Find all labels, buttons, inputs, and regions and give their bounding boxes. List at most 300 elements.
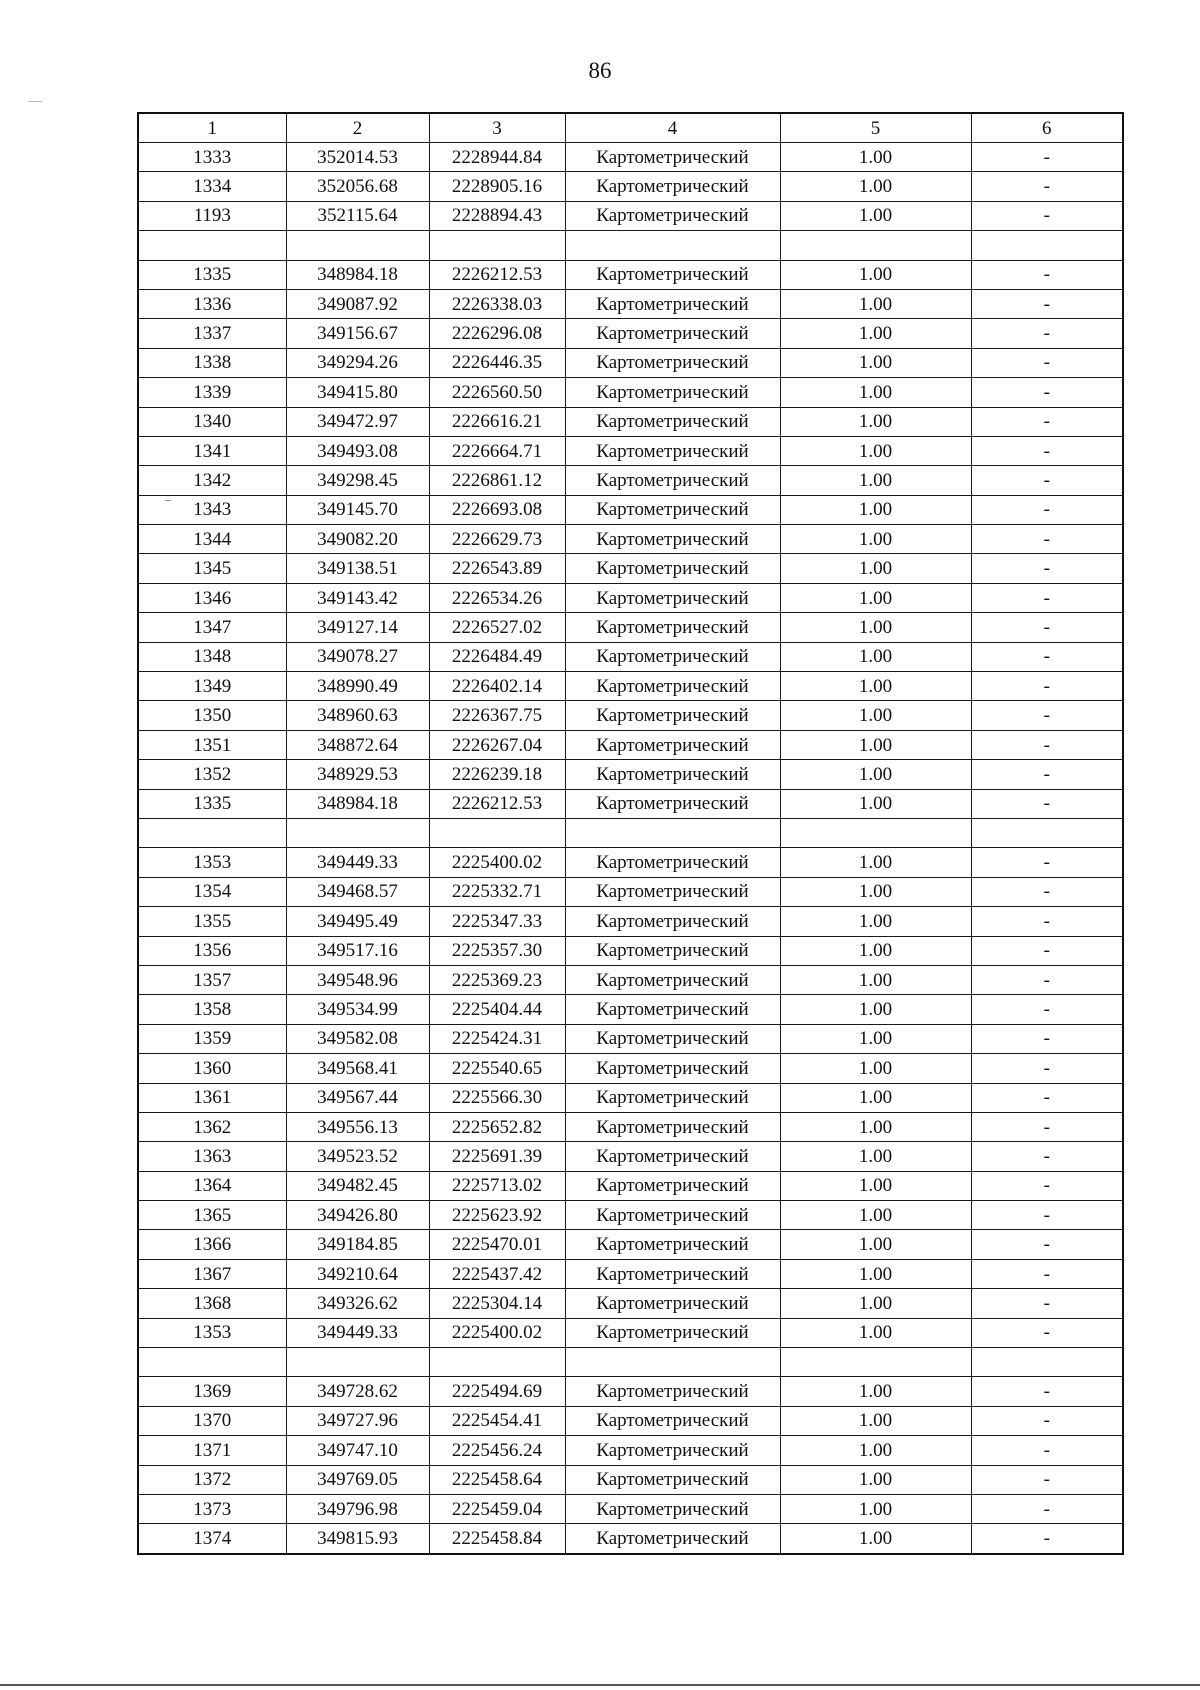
cell-y: 2226484.49	[429, 642, 565, 671]
cell-accuracy: 1.00	[780, 730, 971, 759]
cell-method: Картометрический	[565, 1054, 780, 1083]
table-row	[138, 1494, 1123, 1523]
cell-y: 2225454.41	[429, 1406, 565, 1435]
cell-y: 2226543.89	[429, 554, 565, 583]
cell-method: Картометрический	[565, 1436, 780, 1465]
cell-method: Картометрический	[565, 1494, 780, 1523]
cell-x: 349294.26	[286, 348, 429, 377]
table-row	[138, 1465, 1123, 1494]
table-row	[138, 172, 1123, 201]
table-row	[138, 936, 1123, 965]
cell-point-number	[138, 231, 286, 260]
cell-method: Картометрический	[565, 319, 780, 348]
cell-method: Картометрический	[565, 583, 780, 612]
table-row	[138, 1436, 1123, 1465]
cell-method: Картометрический	[565, 936, 780, 965]
cell-description: -	[971, 760, 1123, 789]
cell-description: -	[971, 1171, 1123, 1200]
cell-accuracy: 1.00	[780, 672, 971, 701]
cell-y	[429, 1348, 565, 1377]
cell-method: Картометрический	[565, 1524, 780, 1554]
cell-point-number: 1359	[138, 1024, 286, 1053]
cell-y: 2225404.44	[429, 995, 565, 1024]
cell-y: 2226212.53	[429, 789, 565, 818]
cell-x: 349727.96	[286, 1406, 429, 1435]
cell-description: -	[971, 613, 1123, 642]
cell-description	[971, 818, 1123, 847]
cell-description: -	[971, 672, 1123, 701]
cell-method: Картометрический	[565, 1024, 780, 1053]
cell-point-number	[138, 1348, 286, 1377]
cell-x	[286, 231, 429, 260]
cell-point-number: 1340	[138, 407, 286, 436]
cell-point-number: 1373	[138, 1494, 286, 1523]
cell-description: -	[971, 554, 1123, 583]
cell-x: 349156.67	[286, 319, 429, 348]
cell-x: 348984.18	[286, 260, 429, 289]
cell-description: -	[971, 701, 1123, 730]
cell-method: Картометрический	[565, 495, 780, 524]
scan-edge-mark	[28, 101, 42, 102]
cell-accuracy: 1.00	[780, 877, 971, 906]
table-row	[138, 378, 1123, 407]
cell-description: -	[971, 1318, 1123, 1347]
cell-x: 352014.53	[286, 143, 429, 172]
cell-y: 2225540.65	[429, 1054, 565, 1083]
table-row	[138, 1054, 1123, 1083]
cell-accuracy	[780, 818, 971, 847]
table-row	[138, 1171, 1123, 1200]
cell-method: Картометрический	[565, 1112, 780, 1141]
header-cell-method: 4	[565, 113, 780, 143]
cell-point-number: 1363	[138, 1142, 286, 1171]
cell-y: 2226664.71	[429, 436, 565, 465]
table-row	[138, 260, 1123, 289]
cell-method: Картометрический	[565, 1289, 780, 1318]
cell-method: Картометрический	[565, 1259, 780, 1288]
cell-description: -	[971, 642, 1123, 671]
cell-x: 349298.45	[286, 466, 429, 495]
cell-x: 349517.16	[286, 936, 429, 965]
cell-accuracy: 1.00	[780, 613, 971, 642]
cell-description	[971, 231, 1123, 260]
cell-description: -	[971, 172, 1123, 201]
cell-method: Картометрический	[565, 554, 780, 583]
cell-accuracy: 1.00	[780, 172, 971, 201]
cell-accuracy: 1.00	[780, 642, 971, 671]
cell-method: Картометрический	[565, 848, 780, 877]
cell-y: 2225459.04	[429, 1494, 565, 1523]
cell-point-number: 1343	[138, 495, 286, 524]
cell-y: 2226267.04	[429, 730, 565, 759]
cell-accuracy: 1.00	[780, 1112, 971, 1141]
cell-point-number: 1361	[138, 1083, 286, 1112]
cell-method: Картометрический	[565, 348, 780, 377]
cell-point-number: 1366	[138, 1230, 286, 1259]
cell-x: 349426.80	[286, 1201, 429, 1230]
cell-point-number: 1357	[138, 965, 286, 994]
cell-description: -	[971, 1377, 1123, 1406]
cell-x: 349184.85	[286, 1230, 429, 1259]
cell-accuracy: 1.00	[780, 1494, 971, 1523]
cell-method: Картометрический	[565, 1083, 780, 1112]
cell-method: Картометрический	[565, 1406, 780, 1435]
table-row	[138, 1230, 1123, 1259]
cell-y: 2226367.75	[429, 701, 565, 730]
table-row	[138, 760, 1123, 789]
cell-point-number: 1351	[138, 730, 286, 759]
header-row	[138, 113, 1123, 143]
cell-description: -	[971, 730, 1123, 759]
scan-bottom-edge	[0, 1684, 1200, 1686]
table-row	[138, 818, 1123, 847]
cell-y: 2225332.71	[429, 877, 565, 906]
table-row	[138, 407, 1123, 436]
cell-description: -	[971, 965, 1123, 994]
cell-accuracy: 1.00	[780, 201, 971, 230]
cell-description: -	[971, 495, 1123, 524]
cell-method: Картометрический	[565, 877, 780, 906]
cell-point-number: 1335	[138, 789, 286, 818]
cell-accuracy: 1.00	[780, 995, 971, 1024]
cell-method: Картометрический	[565, 378, 780, 407]
cell-point-number: 1342	[138, 466, 286, 495]
cell-description: -	[971, 1142, 1123, 1171]
cell-y: 2226693.08	[429, 495, 565, 524]
cell-x: 349495.49	[286, 907, 429, 936]
cell-accuracy: 1.00	[780, 348, 971, 377]
table-row	[138, 1289, 1123, 1318]
table-row	[138, 231, 1123, 260]
cell-description: -	[971, 436, 1123, 465]
cell-y: 2225652.82	[429, 1112, 565, 1141]
cell-accuracy: 1.00	[780, 436, 971, 465]
cell-method: Картометрический	[565, 730, 780, 759]
cell-accuracy: 1.00	[780, 789, 971, 818]
table-row	[138, 1318, 1123, 1347]
cell-description: -	[971, 583, 1123, 612]
table-row	[138, 1024, 1123, 1053]
cell-x: 349145.70	[286, 495, 429, 524]
cell-x: 349815.93	[286, 1524, 429, 1554]
cell-description: -	[971, 1465, 1123, 1494]
cell-accuracy	[780, 1348, 971, 1377]
header-cell-description: 6	[971, 113, 1123, 143]
cell-accuracy: 1.00	[780, 1054, 971, 1083]
cell-method: Картометрический	[565, 1465, 780, 1494]
table-row	[138, 1201, 1123, 1230]
table-row	[138, 642, 1123, 671]
cell-method: Картометрический	[565, 201, 780, 230]
cell-method: Картометрический	[565, 1230, 780, 1259]
cell-description: -	[971, 1259, 1123, 1288]
table-row	[138, 495, 1123, 524]
cell-accuracy: 1.00	[780, 1436, 971, 1465]
cell-accuracy: 1.00	[780, 495, 971, 524]
cell-accuracy: 1.00	[780, 289, 971, 318]
cell-accuracy: 1.00	[780, 965, 971, 994]
cell-point-number: 1372	[138, 1465, 286, 1494]
cell-point-number: 1352	[138, 760, 286, 789]
cell-x: 348929.53	[286, 760, 429, 789]
cell-description: -	[971, 1289, 1123, 1318]
table-row	[138, 1524, 1123, 1554]
cell-accuracy: 1.00	[780, 848, 971, 877]
table-body	[138, 143, 1123, 1554]
cell-point-number: 1347	[138, 613, 286, 642]
cell-method: Картометрический	[565, 1377, 780, 1406]
cell-y: 2226402.14	[429, 672, 565, 701]
cell-x: 349082.20	[286, 525, 429, 554]
cell-method	[565, 231, 780, 260]
cell-point-number: 1365	[138, 1201, 286, 1230]
cell-point-number: 1369	[138, 1377, 286, 1406]
table-row	[138, 554, 1123, 583]
cell-point-number: 1346	[138, 583, 286, 612]
cell-accuracy: 1.00	[780, 260, 971, 289]
cell-y: 2226296.08	[429, 319, 565, 348]
cell-point-number: 1338	[138, 348, 286, 377]
table-row	[138, 789, 1123, 818]
cell-x: 348990.49	[286, 672, 429, 701]
cell-point-number: 1353	[138, 848, 286, 877]
cell-x: 349728.62	[286, 1377, 429, 1406]
cell-description: -	[971, 1230, 1123, 1259]
cell-accuracy: 1.00	[780, 466, 971, 495]
cell-accuracy: 1.00	[780, 1259, 971, 1288]
table-row	[138, 1142, 1123, 1171]
cell-method: Картометрический	[565, 613, 780, 642]
cell-method: Картометрический	[565, 907, 780, 936]
coordinates-table	[137, 112, 1124, 1555]
cell-point-number: 1368	[138, 1289, 286, 1318]
cell-x: 349087.92	[286, 289, 429, 318]
cell-point-number: 1355	[138, 907, 286, 936]
cell-method: Картометрический	[565, 466, 780, 495]
cell-description: -	[971, 848, 1123, 877]
table-row	[138, 672, 1123, 701]
table-row	[138, 466, 1123, 495]
cell-accuracy: 1.00	[780, 378, 971, 407]
cell-method: Картометрический	[565, 965, 780, 994]
cell-description: -	[971, 1406, 1123, 1435]
cell-x: 349556.13	[286, 1112, 429, 1141]
cell-description: -	[971, 289, 1123, 318]
cell-point-number: 1193	[138, 201, 286, 230]
cell-y: 2225623.92	[429, 1201, 565, 1230]
cell-accuracy: 1.00	[780, 143, 971, 172]
cell-accuracy: 1.00	[780, 1230, 971, 1259]
cell-accuracy: 1.00	[780, 554, 971, 583]
cell-accuracy: 1.00	[780, 525, 971, 554]
cell-y	[429, 818, 565, 847]
cell-x: 349493.08	[286, 436, 429, 465]
cell-point-number: 1374	[138, 1524, 286, 1554]
cell-point-number: 1348	[138, 642, 286, 671]
cell-y: 2225357.30	[429, 936, 565, 965]
table-row	[138, 319, 1123, 348]
cell-method: Картометрический	[565, 260, 780, 289]
cell-description: -	[971, 1112, 1123, 1141]
cell-y: 2225424.31	[429, 1024, 565, 1053]
table-row	[138, 1112, 1123, 1141]
cell-accuracy: 1.00	[780, 1318, 971, 1347]
cell-accuracy: 1.00	[780, 1406, 971, 1435]
cell-y: 2225494.69	[429, 1377, 565, 1406]
cell-point-number: 1360	[138, 1054, 286, 1083]
cell-y: 2225713.02	[429, 1171, 565, 1200]
cell-x: 349582.08	[286, 1024, 429, 1053]
header-cell-accuracy: 5	[780, 113, 971, 143]
cell-x: 349326.62	[286, 1289, 429, 1318]
cell-accuracy: 1.00	[780, 1465, 971, 1494]
cell-y: 2225566.30	[429, 1083, 565, 1112]
cell-point-number: 1337	[138, 319, 286, 348]
table-row	[138, 877, 1123, 906]
table-row	[138, 201, 1123, 230]
cell-method: Картометрический	[565, 701, 780, 730]
cell-accuracy: 1.00	[780, 1377, 971, 1406]
cell-description: -	[971, 1024, 1123, 1053]
cell-x: 349468.57	[286, 877, 429, 906]
cell-accuracy: 1.00	[780, 407, 971, 436]
cell-y: 2226338.03	[429, 289, 565, 318]
cell-point-number: 1358	[138, 995, 286, 1024]
cell-x: 348960.63	[286, 701, 429, 730]
cell-x: 349548.96	[286, 965, 429, 994]
cell-x: 349143.42	[286, 583, 429, 612]
cell-x: 349415.80	[286, 378, 429, 407]
cell-point-number: 1335	[138, 260, 286, 289]
header-cell-point-number: 1	[138, 113, 286, 143]
cell-y: 2226212.53	[429, 260, 565, 289]
cell-x: 349796.98	[286, 1494, 429, 1523]
cell-x	[286, 818, 429, 847]
cell-accuracy: 1.00	[780, 583, 971, 612]
table-row	[138, 289, 1123, 318]
cell-point-number	[138, 818, 286, 847]
cell-point-number: 1344	[138, 525, 286, 554]
cell-description: -	[971, 789, 1123, 818]
cell-accuracy: 1.00	[780, 1142, 971, 1171]
cell-description: -	[971, 466, 1123, 495]
cell-description: -	[971, 1054, 1123, 1083]
cell-point-number: 1333	[138, 143, 286, 172]
cell-y: 2228894.43	[429, 201, 565, 230]
cell-y: 2225437.42	[429, 1259, 565, 1288]
cell-y: 2225400.02	[429, 1318, 565, 1347]
cell-description: -	[971, 877, 1123, 906]
cell-accuracy: 1.00	[780, 1201, 971, 1230]
cell-description: -	[971, 1494, 1123, 1523]
cell-method: Картометрический	[565, 407, 780, 436]
cell-description: -	[971, 1083, 1123, 1112]
cell-description: -	[971, 201, 1123, 230]
table-header	[138, 113, 1123, 143]
cell-y: 2228944.84	[429, 143, 565, 172]
cell-point-number: 1339	[138, 378, 286, 407]
cell-description: -	[971, 348, 1123, 377]
cell-method: Картометрический	[565, 672, 780, 701]
cell-y: 2226527.02	[429, 613, 565, 642]
table-row	[138, 1377, 1123, 1406]
cell-method: Картометрический	[565, 789, 780, 818]
cell-method	[565, 818, 780, 847]
cell-point-number: 1349	[138, 672, 286, 701]
table-row	[138, 848, 1123, 877]
cell-accuracy: 1.00	[780, 760, 971, 789]
cell-description: -	[971, 143, 1123, 172]
cell-description	[971, 1348, 1123, 1377]
cell-y: 2225458.84	[429, 1524, 565, 1554]
cell-x: 349078.27	[286, 642, 429, 671]
cell-accuracy: 1.00	[780, 1024, 971, 1053]
cell-point-number: 1364	[138, 1171, 286, 1200]
cell-description: -	[971, 319, 1123, 348]
cell-description: -	[971, 260, 1123, 289]
cell-point-number: 1371	[138, 1436, 286, 1465]
cell-y: 2225470.01	[429, 1230, 565, 1259]
cell-x: 348984.18	[286, 789, 429, 818]
cell-y: 2226239.18	[429, 760, 565, 789]
cell-y: 2225347.33	[429, 907, 565, 936]
cell-y: 2225691.39	[429, 1142, 565, 1171]
cell-y: 2228905.16	[429, 172, 565, 201]
cell-y: 2226560.50	[429, 378, 565, 407]
table-row	[138, 1259, 1123, 1288]
table-row	[138, 907, 1123, 936]
cell-x: 348872.64	[286, 730, 429, 759]
cell-point-number: 1345	[138, 554, 286, 583]
table-row	[138, 730, 1123, 759]
table-row	[138, 701, 1123, 730]
cell-method: Картометрический	[565, 525, 780, 554]
cell-accuracy: 1.00	[780, 701, 971, 730]
cell-y: 2226861.12	[429, 466, 565, 495]
cell-x	[286, 1348, 429, 1377]
table-row	[138, 995, 1123, 1024]
cell-method: Картометрический	[565, 642, 780, 671]
cell-description: -	[971, 907, 1123, 936]
cell-point-number: 1362	[138, 1112, 286, 1141]
table-row	[138, 143, 1123, 172]
cell-y: 2225304.14	[429, 1289, 565, 1318]
table-row	[138, 436, 1123, 465]
cell-x: 349127.14	[286, 613, 429, 642]
cell-method: Картометрический	[565, 995, 780, 1024]
cell-point-number: 1367	[138, 1259, 286, 1288]
cell-point-number: 1353	[138, 1318, 286, 1347]
table-row	[138, 1348, 1123, 1377]
cell-y: 2226534.26	[429, 583, 565, 612]
cell-x: 349747.10	[286, 1436, 429, 1465]
cell-description: -	[971, 1201, 1123, 1230]
cell-description: -	[971, 995, 1123, 1024]
cell-x: 349534.99	[286, 995, 429, 1024]
table-row	[138, 613, 1123, 642]
table-row	[138, 1083, 1123, 1112]
cell-description: -	[971, 936, 1123, 965]
cell-x: 349449.33	[286, 848, 429, 877]
cell-accuracy: 1.00	[780, 1171, 971, 1200]
cell-point-number: 1334	[138, 172, 286, 201]
table-row	[138, 965, 1123, 994]
cell-y: 2225456.24	[429, 1436, 565, 1465]
cell-description: -	[971, 1524, 1123, 1554]
cell-accuracy	[780, 231, 971, 260]
cell-method: Картометрический	[565, 172, 780, 201]
cell-y	[429, 231, 565, 260]
